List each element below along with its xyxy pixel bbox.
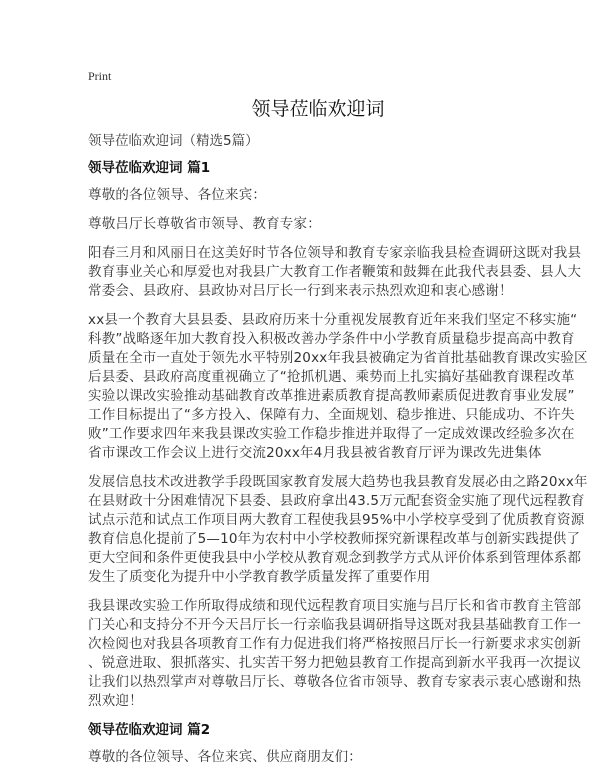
document-subtitle: 领导莅临欢迎词（精选5篇）	[88, 133, 259, 149]
paragraph-line: 更大空间和条件更使我县中小学校从教育观念到教学方式从评价体系到管理体系都	[88, 550, 582, 566]
paragraph-line: 、锐意进取、狠抓落实、扎实苦干努力把勉县教育工作提高到新水平我再一次提议	[88, 655, 582, 671]
paragraph	[88, 186, 528, 205]
paragraph	[88, 244, 582, 301]
paragraph	[88, 597, 582, 711]
paragraph-line: 常委会、县政府、县政协对吕厅长一行到来表示热烈欢迎和衷心感谢！	[88, 283, 513, 299]
paragraph-line: 尊敬的各位领导、各位来宾：	[88, 187, 267, 203]
paragraph-line: 次检阅也对我县各项教育工作有力促进我们将严格按照吕厅长一行新要求求实创新	[88, 636, 582, 652]
paragraph-line: 我县课改实验工作所取得成绩和现代远程教育项目实施与吕厅长和省市教育主管部	[88, 598, 582, 614]
paragraph-line: 后县委、县政府高度重视确立了“抢抓机遇、乘势而上扎实搞好基础教育课程改革	[88, 369, 575, 385]
paragraph-line: 科教”战略逐年加大教育投入积极改善办学条件中小学教育质量稳步提高高中教育	[88, 331, 575, 347]
paragraph-line: 烈欢迎！	[88, 693, 143, 709]
paragraph-line: 工作目标提出了“多方投入、保障有力、全面规划、稳步推进、只能成功、不许失	[88, 407, 575, 423]
section-heading: 领导莅临欢迎词 篇1	[88, 160, 211, 176]
paragraph	[88, 311, 588, 463]
paragraph	[88, 473, 588, 587]
paragraph	[88, 748, 528, 767]
document-body	[88, 159, 588, 767]
paragraph-line: 教育事业关心和厚爱也对我县广大教育工作者鞭策和鼓舞在此我代表县委、县人大	[88, 264, 582, 280]
paragraph-line: xx县一个教育大县县委、县政府历来十分重视发展教育近年来我们坚定不移实施“	[88, 312, 578, 328]
paragraph-line: 实验以课改实验推动基础教育改革推进素质教育提高教师素质促进教育事业发展”	[88, 388, 575, 404]
paragraph-line: 败”工作要求四年来我县课改实验工作稳步推进并取得了一定成效课改经验多次在	[88, 426, 575, 442]
paragraph-line: 尊敬吕厅长尊敬省市领导、教育专家：	[88, 216, 321, 232]
paragraph-line: 尊敬的各位领导、各位来宾、供应商朋友们：	[88, 749, 362, 765]
paragraph-line: 阳春三月和风丽日在这美好时节各位领导和教育专家亲临我县检查调研这既对我县	[88, 245, 582, 261]
print-label[interactable]: Print	[88, 69, 112, 83]
document-title: 领导莅临欢迎词	[251, 98, 385, 120]
paragraph-line: 让我们以热烈掌声对尊敬吕厅长、尊敬各位省市领导、教育专家表示衷心感谢和热	[88, 674, 582, 690]
paragraph	[88, 215, 528, 234]
paragraph-line: 发生了质变化为提升中小学教育教学质量发挥了重要作用	[88, 569, 431, 585]
paragraph-line: 在县财政十分困难情况下县委、县政府拿出43.5万元配套资金实施了现代远程教育	[88, 493, 585, 509]
paragraph-line: 门关心和支持分不开今天吕厅长一行亲临我县调研指导这既对我县基础教育工作一	[88, 617, 582, 633]
paragraph-line: 试点示范和试点工作项目两大教育工程使我县95%中小学校享受到了优质教育资源	[88, 512, 585, 528]
section-heading: 领导莅临欢迎词 篇2	[88, 722, 211, 738]
paragraph-line: 发展信息技术改进教学手段既国家教育发展大趋势也我县教育发展必由之路20xx年	[88, 474, 588, 490]
paragraph-line: 教育信息化提前了5—10年为农村中小学校教师探究新课程改革与创新实践提供了	[88, 531, 581, 547]
paragraph-line: 质量在全市一直处于领先水平特别20xx年我县被确定为省首批基础教育课改实验区	[88, 350, 588, 366]
paragraph-line: 省市课改工作会议上进行交流20xx年4月我县被省教育厅评为课改先进集体	[88, 445, 542, 461]
document-page	[88, 66, 588, 777]
